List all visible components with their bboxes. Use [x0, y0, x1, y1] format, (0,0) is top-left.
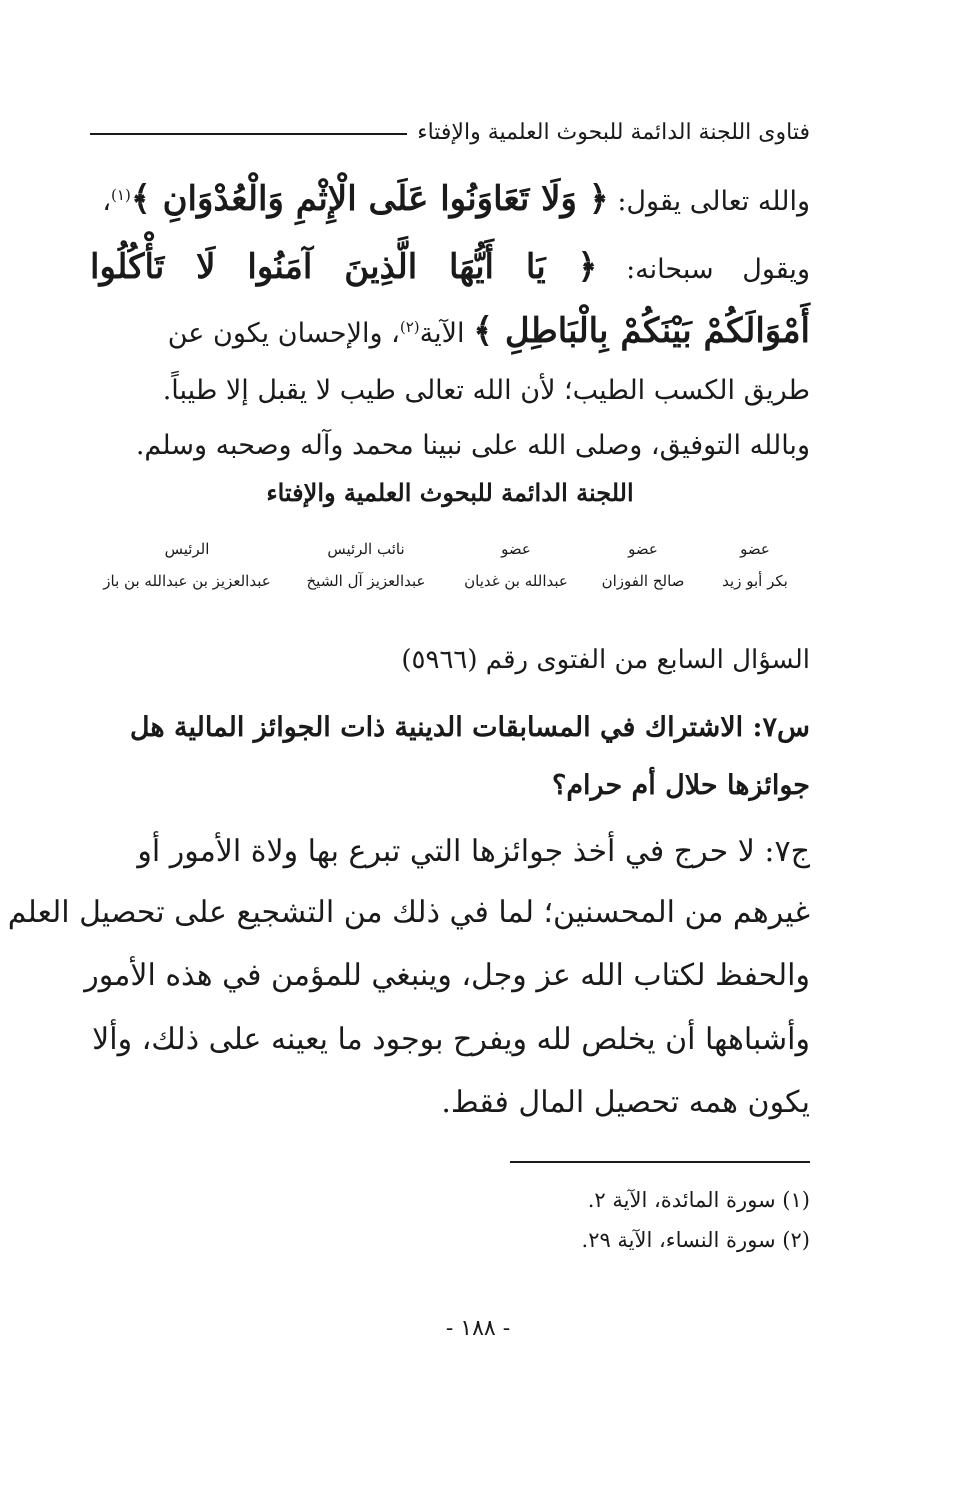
footnote-ref-2: (٢)	[399, 318, 420, 336]
fatwa-number: السؤال السابع من الفتوى رقم (٥٩٦٦)	[401, 645, 810, 675]
signatures	[90, 540, 810, 610]
signature-name: عبدالعزيز آل الشيخ	[306, 572, 426, 590]
verse-line-2	[90, 246, 810, 287]
paragraph-line-4: طريق الكسب الطيب؛ لأن الله تعالى طيب لا يقبل إلا طيباً.	[162, 375, 810, 406]
signature-member-2	[588, 540, 698, 590]
header-title: فتاوى اللجنة الدائمة للبحوث العلمية والإفتاء	[417, 119, 810, 145]
signature-member-3	[446, 540, 586, 590]
verse-end-1: ،	[102, 186, 112, 217]
quran-verse-1: ﴿ وَلَا تَعَاوَنُوا عَلَى الْإِثْمِ وَالْعُدْوَانِ ﴾	[130, 179, 609, 219]
signature-role: نائب الرئيس	[327, 540, 405, 558]
verse-line-3	[90, 310, 810, 351]
running-header	[90, 112, 810, 152]
footnote-1: (١) سورة المائدة، الآية ٢.	[587, 1188, 810, 1212]
footnote-divider	[510, 1161, 810, 1163]
answer-line-4: وأشباهها أن يخلص لله ويفرح بوجود ما يعينه على ذلك، وألا	[92, 1022, 810, 1057]
answer-line-3: والحفظ لكتاب الله عز وجل، وينبغي للمؤمن في هذه الأمور	[84, 958, 810, 993]
closing-line: وبالله التوفيق، وصلى الله على نبينا محمد وآله وصحبه وسلم.	[135, 430, 810, 461]
verse-intro-1: والله تعالى يقول:	[608, 186, 810, 217]
signature-name: بكر أبو زيد	[722, 572, 788, 590]
answer-line-1: ج٧: لا حرج في أخذ جوائزها التي تبرع بها ولاة الأمور أو	[137, 834, 810, 869]
header-rule	[90, 133, 407, 135]
question-line-1: س٧: الاشتراك في المسابقات الدينية ذات الجوائز المالية هل	[129, 712, 810, 743]
signature-member-5	[90, 540, 284, 590]
answer-line-2: غيرهم من المحسنين؛ لما في ذلك من التشجيع على تحصيل العلم	[7, 895, 810, 930]
verse-end-3: ، والإحسان يكون عن	[167, 318, 400, 349]
page-number: - ١٨٨ -	[445, 1316, 511, 1341]
signature-name: صالح الفوزان	[601, 572, 685, 590]
answer-line-5: يكون همه تحصيل المال فقط.	[441, 1085, 810, 1120]
verse-aya-label: الآية	[419, 318, 474, 349]
quran-verse-2b: أَمْوَالَكُمْ بَيْنَكُمْ بِالْبَاطِلِ ﴾	[473, 311, 810, 351]
signature-role: عضو	[628, 540, 658, 558]
quran-verse-2a: ﴿ يَا أَيُّهَا الَّذِينَ آمَنُوا لَا تَأْكُلُوا	[90, 247, 598, 287]
signature-name: عبدالله بن غديان	[464, 572, 568, 590]
signature-member-1	[700, 540, 810, 590]
footnote-ref-1: (١)	[111, 186, 131, 204]
signature-name: عبدالعزيز بن عبدالله بن باز	[103, 572, 271, 590]
footnote-2: (٢) سورة النساء، الآية ٢٩.	[581, 1228, 810, 1252]
signature-role: الرئيس	[164, 540, 210, 558]
signature-member-4	[286, 540, 446, 590]
committee-title: اللجنة الدائمة للبحوث العلمية والإفتاء	[266, 478, 634, 507]
question-line-2: جوائزها حلال أم حرام؟	[552, 770, 810, 801]
signature-role: عضو	[501, 540, 531, 558]
verse-intro-2: ويقول سبحانه:	[597, 254, 810, 285]
verse-line-1	[90, 178, 810, 219]
signature-role: عضو	[740, 540, 770, 558]
